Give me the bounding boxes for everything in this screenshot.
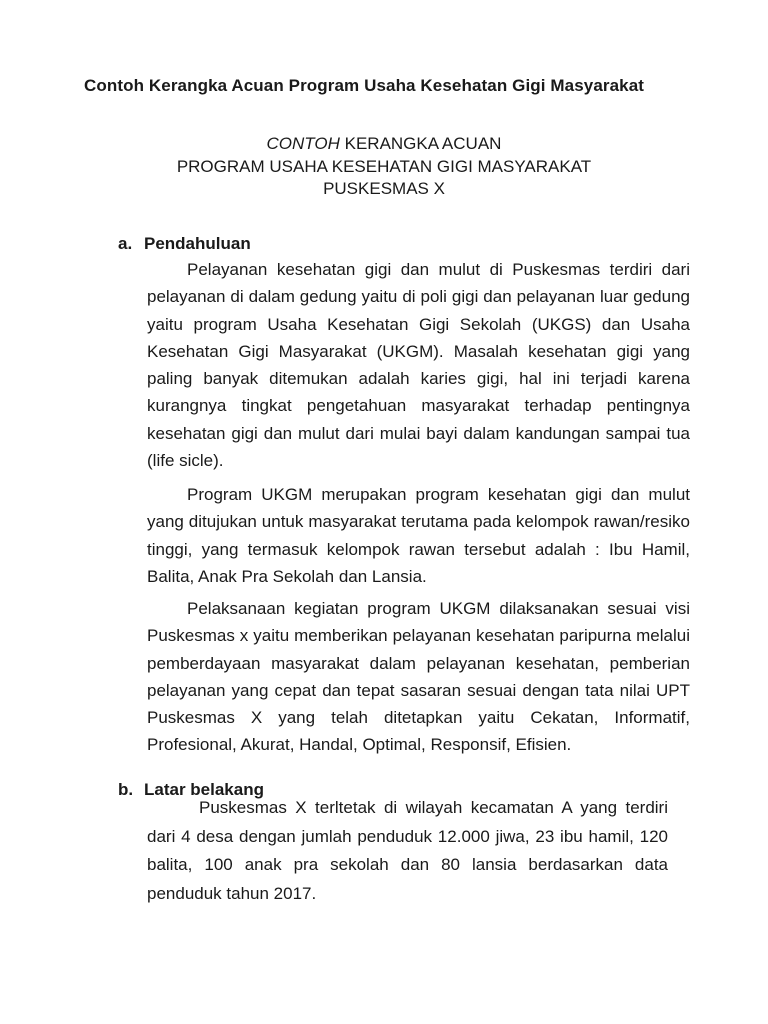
section-b-marker: b. xyxy=(118,780,134,799)
section-a-marker: a. xyxy=(118,234,133,253)
document-title: Contoh Kerangka Acuan Program Usaha Kesehatan Gigi Masyarakat xyxy=(84,76,645,95)
heading-line-3: PUSKESMAS X xyxy=(323,179,445,198)
section-a-heading xyxy=(118,234,251,254)
section-a-title: Pendahuluan xyxy=(144,234,251,253)
section-a-paragraph-1: Pelayanan kesehatan gigi dan mulut di Puskesmas terdiri dari pelayanan di dalam gedung yaitu di poli gigi dan pelayanan luar gedung yaitu program Usaha Kesehatan Gigi Sekolah (UKGS) dan Usaha Kesehatan Gigi Masyarakat (UKGM). Masalah kesehatan gigi yang paling banyak ditemukan adalah karies gigi, hal ini terjadi karena kurangnya tingkat pengetahuan masyarakat terhadap pentingnya kesehatan gigi dan mulut dari mulai bayi dalam kandungan sampai tua (life sicle). xyxy=(147,260,690,471)
heading-line-1-rest: KERANGKA ACUAN xyxy=(339,134,502,153)
section-b-paragraph-1: Puskesmas X terltetak di wilayah kecamatan A yang terdiri dari 4 desa dengan jumlah penduduk 12.000 jiwa, 23 ibu hamil, 120 balita, 100 anak pra sekolah dan 80 lansia berdasarkan data penduduk tahun 2017. xyxy=(147,798,668,903)
section-a-paragraph-3: Pelaksanaan kegiatan program UKGM dilaksanakan sesuai visi Puskesmas x yaitu memberikan pelayanan kesehatan paripurna melalui pemberdayaan masyarakat dalam pelayanan kesehatan, pemberian pelayanan yang cepat dan tepat sasaran sesuai dengan tata nilai UPT Puskesmas X yang telah ditetapkan yaitu Cekatan, Informatif, Profesional, Akurat, Handal, Optimal, Responsif, Efisien. xyxy=(147,599,690,755)
section-b-title: Latar belakang xyxy=(144,780,264,799)
section-a-paragraph-2: Program UKGM merupakan program kesehatan gigi dan mulut yang ditujukan untuk masyarakat terutama pada kelompok rawan/resiko tinggi, yang termasuk kelompok rawan tersebut adalah : Ibu Hamil, Balita, Anak Pra Sekolah dan Lansia. xyxy=(147,485,690,586)
heading-line-1-italic: CONTOH xyxy=(266,134,340,153)
heading-line-1 xyxy=(0,133,768,156)
heading-block xyxy=(0,133,768,201)
heading-line-2: PROGRAM USAHA KESEHATAN GIGI MASYARAKAT xyxy=(176,156,592,176)
